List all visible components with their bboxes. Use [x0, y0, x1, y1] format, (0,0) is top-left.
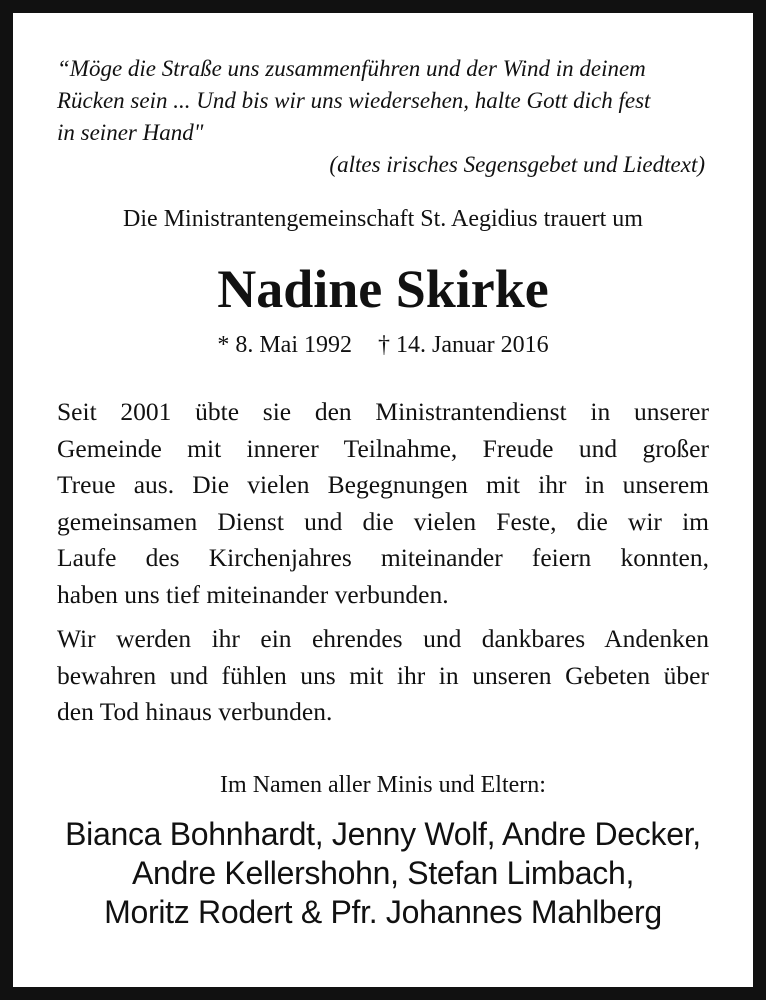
quote-source: (altes irisches Segensgebet und Liedtext) — [329, 152, 705, 177]
paragraph-line: Gemeinde mit innerer Teilnahme, Freude und großer — [57, 433, 709, 463]
paragraph-line: haben uns tief miteinander verbunden. — [57, 579, 449, 609]
death-date: † 14. Januar 2016 — [378, 332, 549, 358]
mourning-intro: Die Ministrantengemeinschaft St. Aegidius trauert um — [123, 206, 643, 232]
tribute-text — [57, 394, 709, 731]
blessing-quote — [57, 53, 709, 149]
paragraph-line: bewahren und fühlen uns mit ihr in unseren Gebeten über — [57, 660, 709, 690]
signatory-line: Andre Kellershohn, Stefan Limbach, — [131, 854, 635, 891]
paragraph-line: Seit 2001 übte sie den Ministrantendienst in unserer — [57, 397, 709, 426]
obituary-content — [57, 53, 709, 932]
paragraph-line: gemeinsamen Dienst und die vielen Feste, die wir im — [57, 506, 709, 536]
deceased-name: Nadine Skirke — [217, 259, 549, 319]
signoff-line: Im Namen aller Minis und Eltern: — [220, 771, 546, 798]
life-dates — [57, 329, 709, 361]
paragraph-line: den Tod hinaus verbunden. — [57, 697, 333, 726]
signatory-line: Bianca Bohnhardt, Jenny Wolf, Andre Decker, — [65, 815, 701, 852]
signatories — [57, 815, 709, 932]
paragraph-line: Treue aus. Die vielen Begegnungen mit ihr in unserem — [57, 470, 709, 499]
quote-line: Rücken sein ... Und bis wir uns wiedersehen, halte Gott dich fest — [57, 88, 651, 113]
paragraph-line: Wir werden ihr ein ehrendes und dankbares Andenken — [57, 624, 709, 653]
birth-date: * 8. Mai 1992 — [217, 332, 353, 358]
tribute-paragraph — [57, 621, 709, 731]
tribute-paragraph — [57, 394, 709, 613]
paragraph-line: Laufe des Kirchenjahres miteinander feiern konnten, — [57, 543, 709, 572]
quote-line: in seiner Hand" — [57, 120, 204, 145]
signatory-line: Moritz Rodert & Pfr. Johannes Mahlberg — [104, 893, 662, 930]
quote-line: “Möge die Straße uns zusammenführen und der Wind in deinem — [57, 56, 646, 81]
